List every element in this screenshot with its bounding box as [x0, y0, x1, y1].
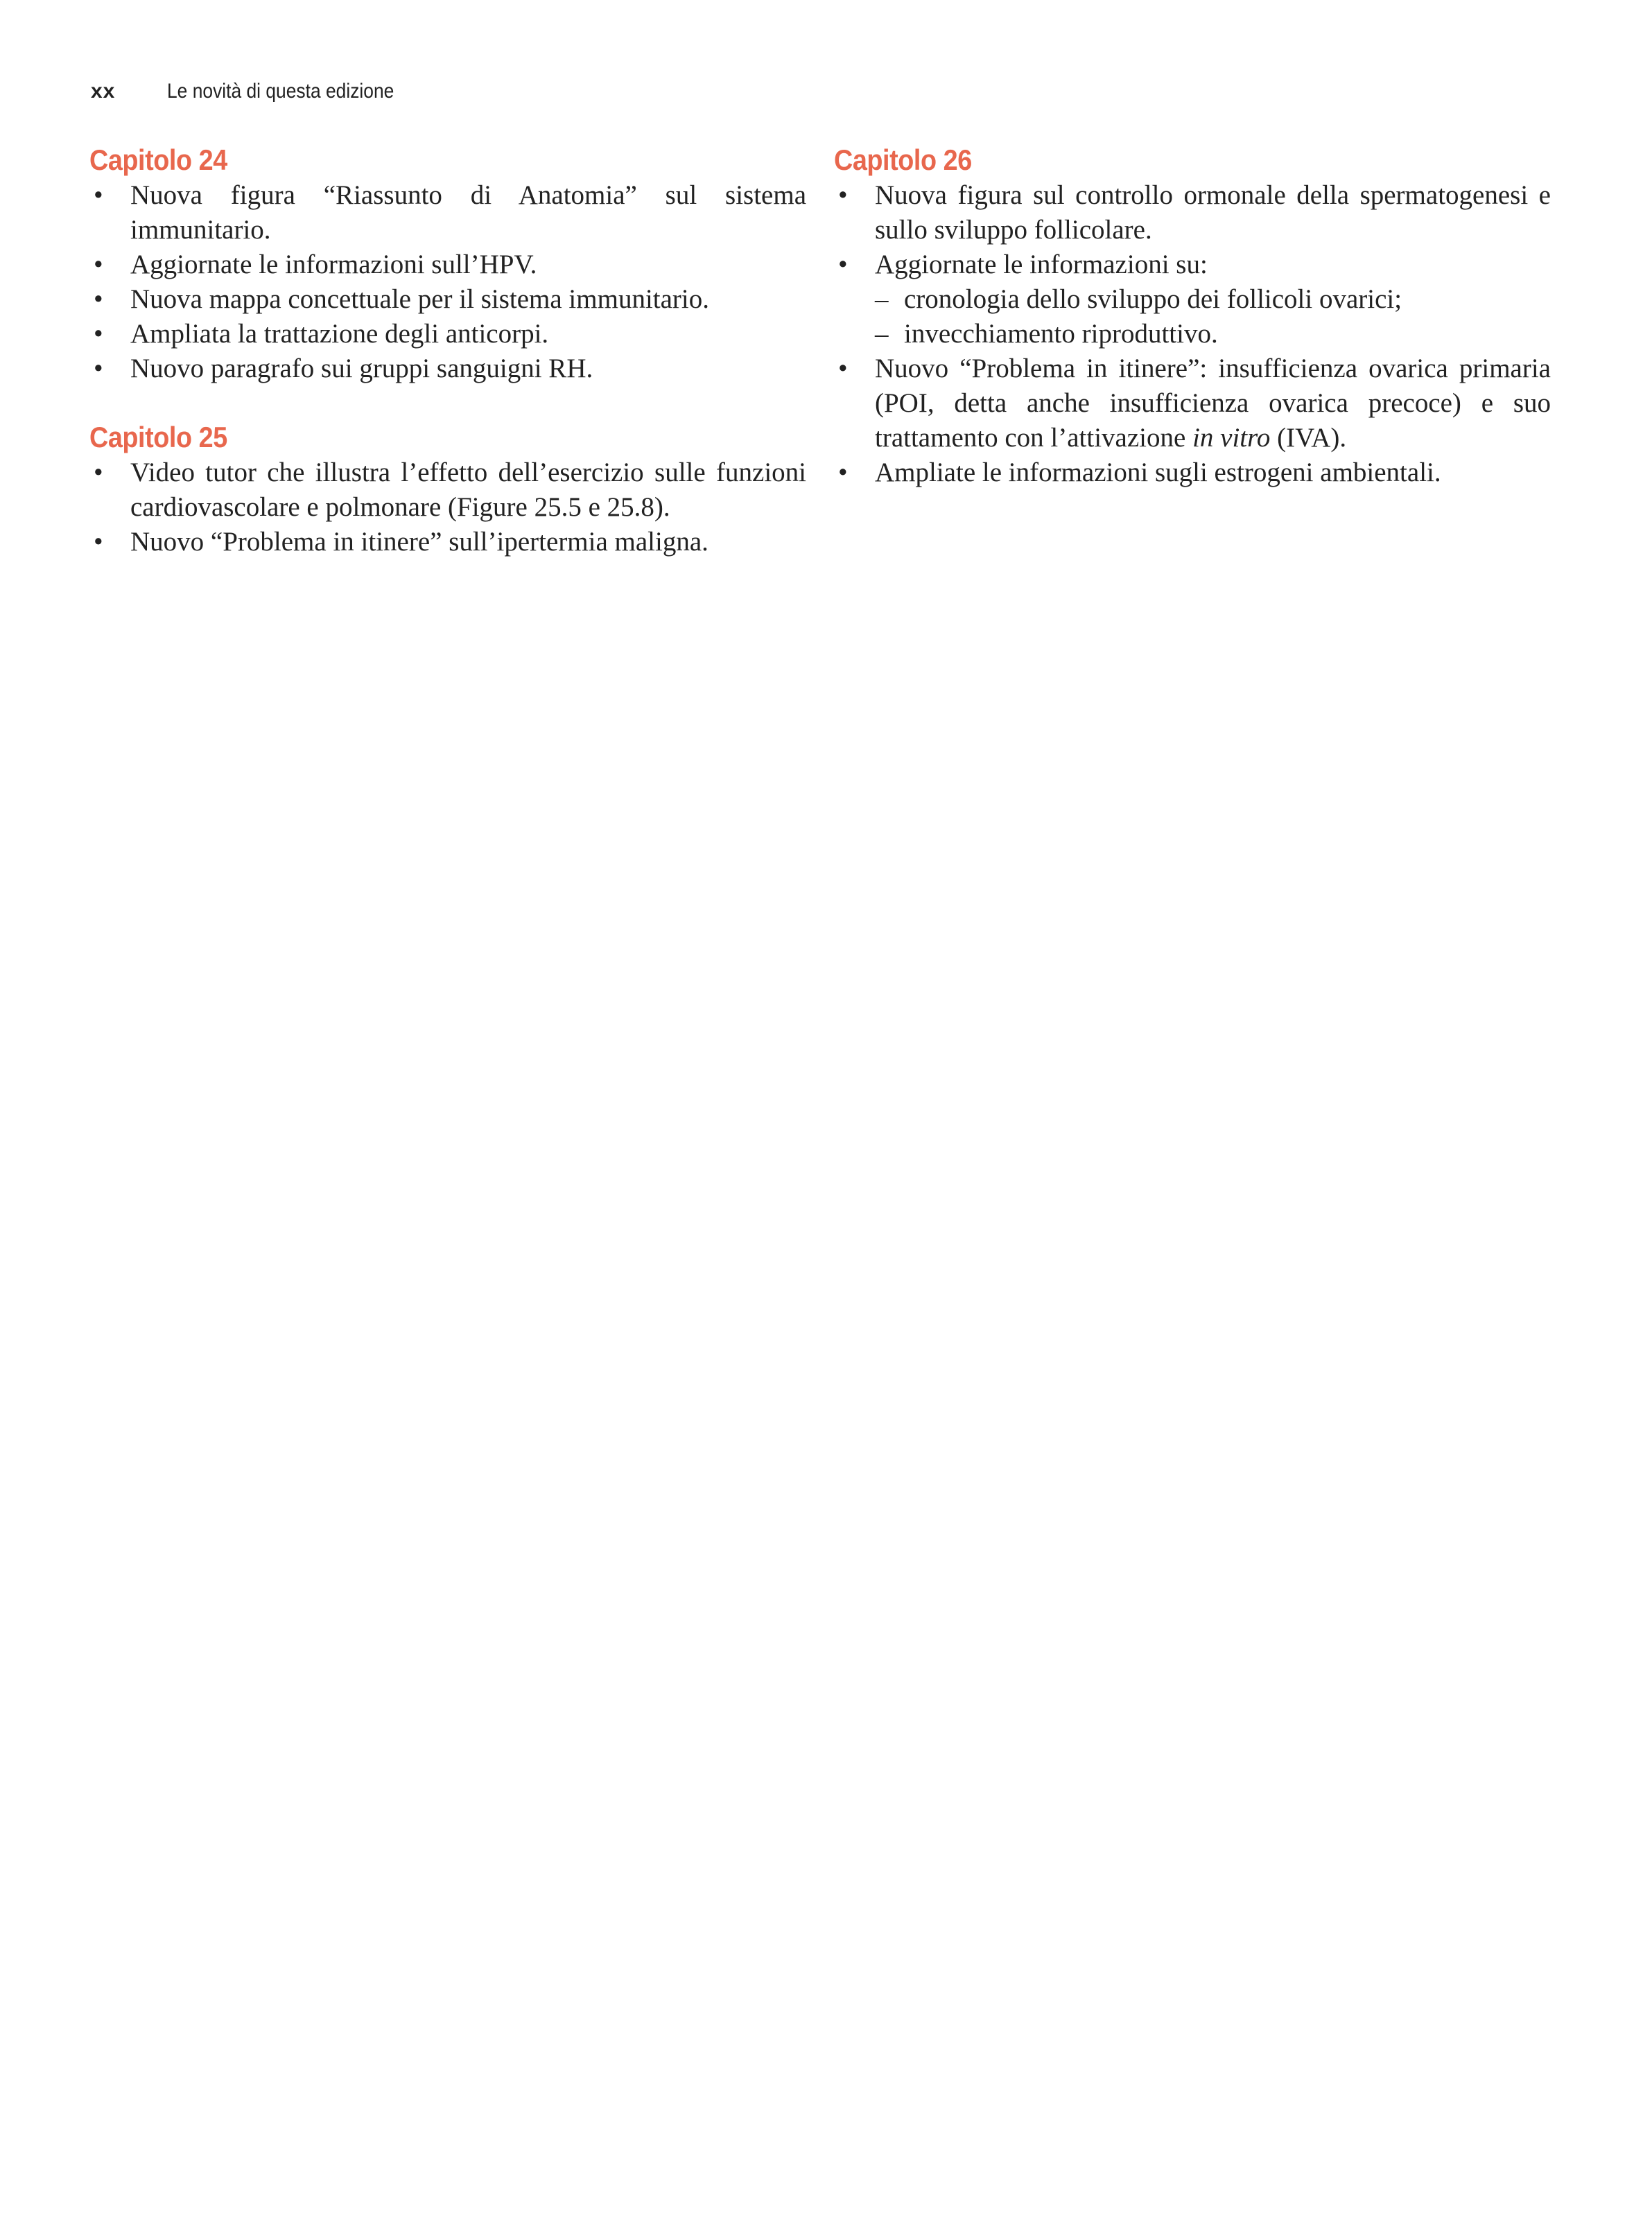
section-heading: Capitolo 25 [89, 421, 227, 453]
list-item [834, 351, 1551, 455]
list-item [834, 247, 1551, 351]
bullet-icon: • [838, 354, 848, 383]
bullet-icon: • [94, 250, 103, 279]
bullet-list [89, 178, 806, 386]
sub-list-item-text: invecchiamento riproduttivo. [904, 319, 1218, 349]
text-run: Nuovo “Problema in itinere”: insufficienza ovarica primaria (POI, detta anche insufficienza ovarica precoce) e suo trattamento con l’attivazione [875, 354, 1551, 453]
list-item-text: Nuovo “Problema in itinere” sull’ipertermia maligna. [130, 527, 708, 557]
list-item [89, 455, 806, 525]
bullet-icon: • [94, 458, 103, 487]
section-heading: Capitolo 24 [89, 143, 227, 176]
list-item [89, 178, 806, 247]
list-item [834, 455, 1551, 490]
bullet-icon: • [838, 458, 848, 487]
list-item [89, 317, 806, 351]
list-item [89, 351, 806, 386]
list-item-text: Ampliate le informazioni sugli estrogeni ambientali. [875, 458, 1441, 487]
section-chapter-25 [89, 419, 806, 559]
list-item-text: Video tutor che illustra l’effetto dell’esercizio sulle funzioni cardiovascolare e polmonare (Figure 25.5 e 25.8). [130, 458, 806, 522]
running-title: Le novità di questa edizione [167, 80, 394, 103]
sub-list-item [875, 317, 1551, 351]
list-item [834, 178, 1551, 247]
bullet-icon: • [94, 284, 103, 314]
dash-icon: – [875, 284, 889, 314]
list-item [89, 282, 806, 317]
bullet-list [89, 455, 806, 559]
list-item-text: Nuova figura sul controllo ormonale della spermatogenesi e sullo sviluppo follicolare. [875, 180, 1551, 245]
bullet-icon: • [94, 527, 103, 557]
bullet-icon: • [838, 180, 848, 210]
section-chapter-26 [834, 142, 1551, 490]
running-head [91, 76, 425, 107]
list-item-text: Aggiornate le informazioni sull’HPV. [130, 250, 537, 279]
sub-list-item [875, 282, 1551, 317]
list-item-text: Nuova figura “Riassunto di Anatomia” sul sistema immunitario. [130, 180, 806, 245]
dash-icon: – [875, 319, 889, 349]
right-column [834, 142, 1551, 523]
page-number: xx [91, 80, 116, 103]
bullet-icon: • [94, 319, 103, 349]
list-item [89, 525, 806, 559]
bullet-icon: • [94, 354, 103, 383]
list-item-text: Ampliata la trattazione degli anticorpi. [130, 319, 549, 349]
list-item-text: Nuovo paragrafo sui gruppi sanguigni RH. [130, 354, 593, 383]
list-item [89, 247, 806, 282]
list-item-text: Aggiornate le informazioni su: [875, 250, 1208, 279]
left-column [89, 142, 806, 593]
bullet-list [834, 178, 1551, 490]
section-chapter-24 [89, 142, 806, 386]
sub-list-item-text: cronologia dello sviluppo dei follicoli ovarici; [904, 284, 1402, 314]
section-heading: Capitolo 26 [834, 143, 972, 176]
bullet-icon: • [94, 180, 103, 210]
bullet-icon: • [838, 250, 848, 279]
list-item-text [875, 354, 1551, 453]
italic-term: in vitro [1192, 423, 1271, 453]
text-run: (IVA). [1270, 423, 1347, 453]
list-item-text: Nuova mappa concettuale per il sistema immunitario. [130, 284, 709, 314]
